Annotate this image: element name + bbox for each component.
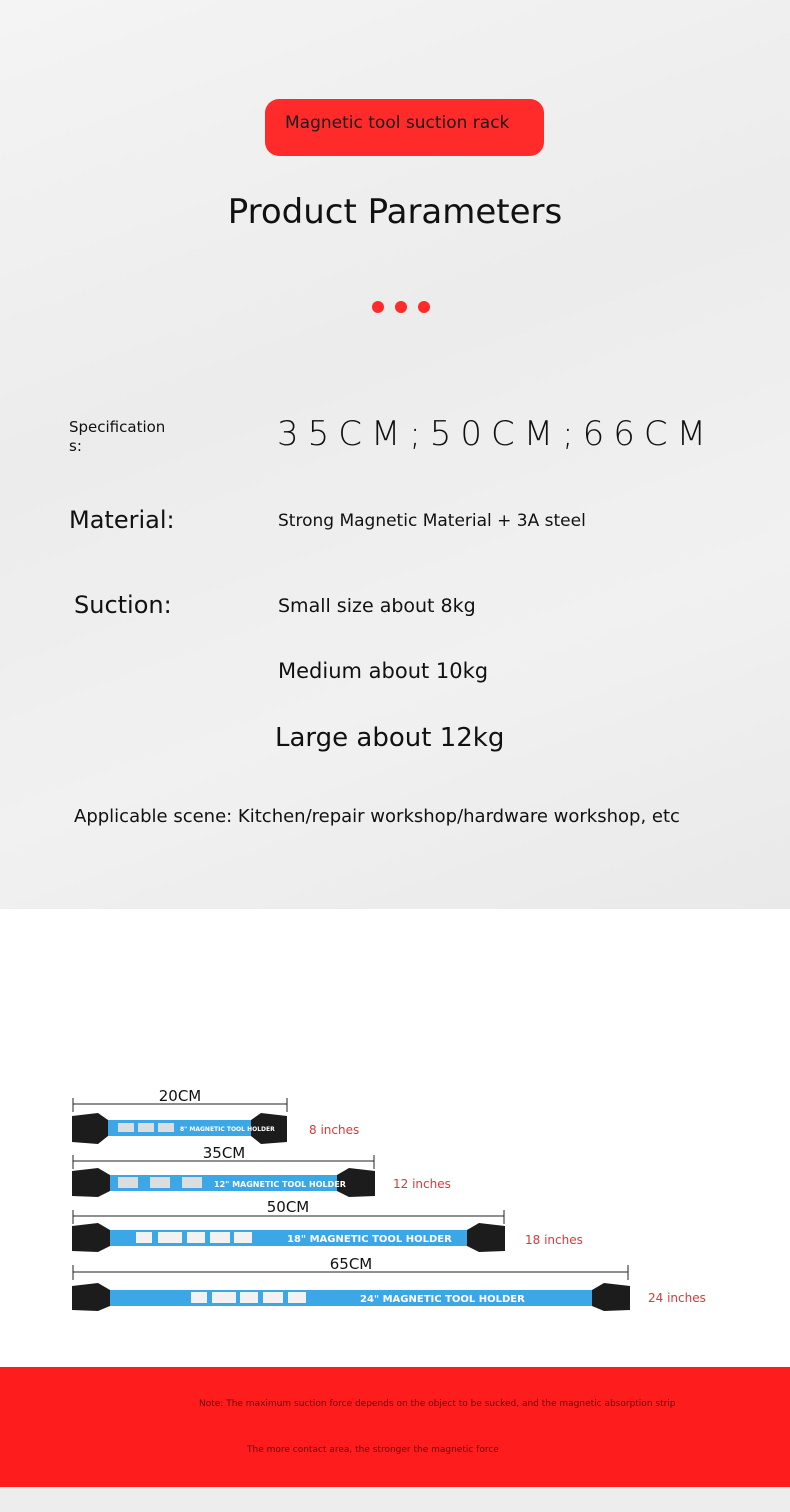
note-line-1: Note: The maximum suction force depends on the object to be sucked, and the magnetic absorption strip bbox=[199, 1399, 676, 1409]
bar-text: 8" MAGNETIC TOOL HOLDER bbox=[180, 1126, 275, 1133]
dimension-label: 50CM bbox=[266, 1198, 310, 1216]
note-line-2: The more contact area, the stronger the magnetic force bbox=[247, 1445, 499, 1455]
holders-illustration bbox=[0, 909, 790, 1367]
inches-label: 18 inches bbox=[525, 1233, 583, 1247]
suction-large: Large about 12kg bbox=[275, 723, 505, 753]
bar-text: 24" MAGNETIC TOOL HOLDER bbox=[360, 1294, 525, 1305]
dot-icon bbox=[395, 301, 407, 313]
holder-65cm bbox=[72, 1255, 706, 1311]
holder-50cm bbox=[72, 1198, 583, 1252]
bar-text: 18" MAGNETIC TOOL HOLDER bbox=[287, 1234, 452, 1245]
page-title: Product Parameters bbox=[227, 192, 563, 232]
inches-label: 12 inches bbox=[393, 1177, 451, 1191]
material-label: Material: bbox=[69, 506, 175, 534]
applicable-scene: Applicable scene: Kitchen/repair workshop/hardware workshop, etc bbox=[74, 806, 680, 827]
holder-35cm bbox=[72, 1144, 451, 1197]
spec-label-line1: Specification bbox=[69, 418, 166, 436]
bottom-strip bbox=[0, 1487, 790, 1512]
dimension-label: 35CM bbox=[202, 1144, 246, 1162]
bar-text: 12" MAGNETIC TOOL HOLDER bbox=[214, 1180, 346, 1189]
dimension-label: 20CM bbox=[158, 1087, 202, 1105]
suction-small: Small size about 8kg bbox=[278, 595, 476, 617]
material-value: Strong Magnetic Material + 3A steel bbox=[278, 511, 586, 531]
inches-label: 8 inches bbox=[309, 1123, 360, 1137]
dimension-label: 65CM bbox=[329, 1255, 373, 1273]
product-badge-label: Magnetic tool suction rack bbox=[285, 113, 510, 133]
suction-label: Suction: bbox=[74, 591, 172, 619]
dot-icon bbox=[418, 301, 430, 313]
holder-20cm bbox=[72, 1087, 359, 1144]
spec-label-line2: s: bbox=[69, 437, 82, 455]
dot-icon bbox=[372, 301, 384, 313]
holders-section bbox=[0, 909, 790, 1367]
inches-label: 24 inches bbox=[648, 1291, 706, 1305]
spec-label bbox=[69, 418, 165, 456]
product-badge bbox=[265, 99, 544, 156]
suction-medium: Medium about 10kg bbox=[278, 659, 489, 683]
spec-value: 35CM;50CM;66CM bbox=[277, 414, 715, 454]
note-banner bbox=[0, 1367, 790, 1487]
